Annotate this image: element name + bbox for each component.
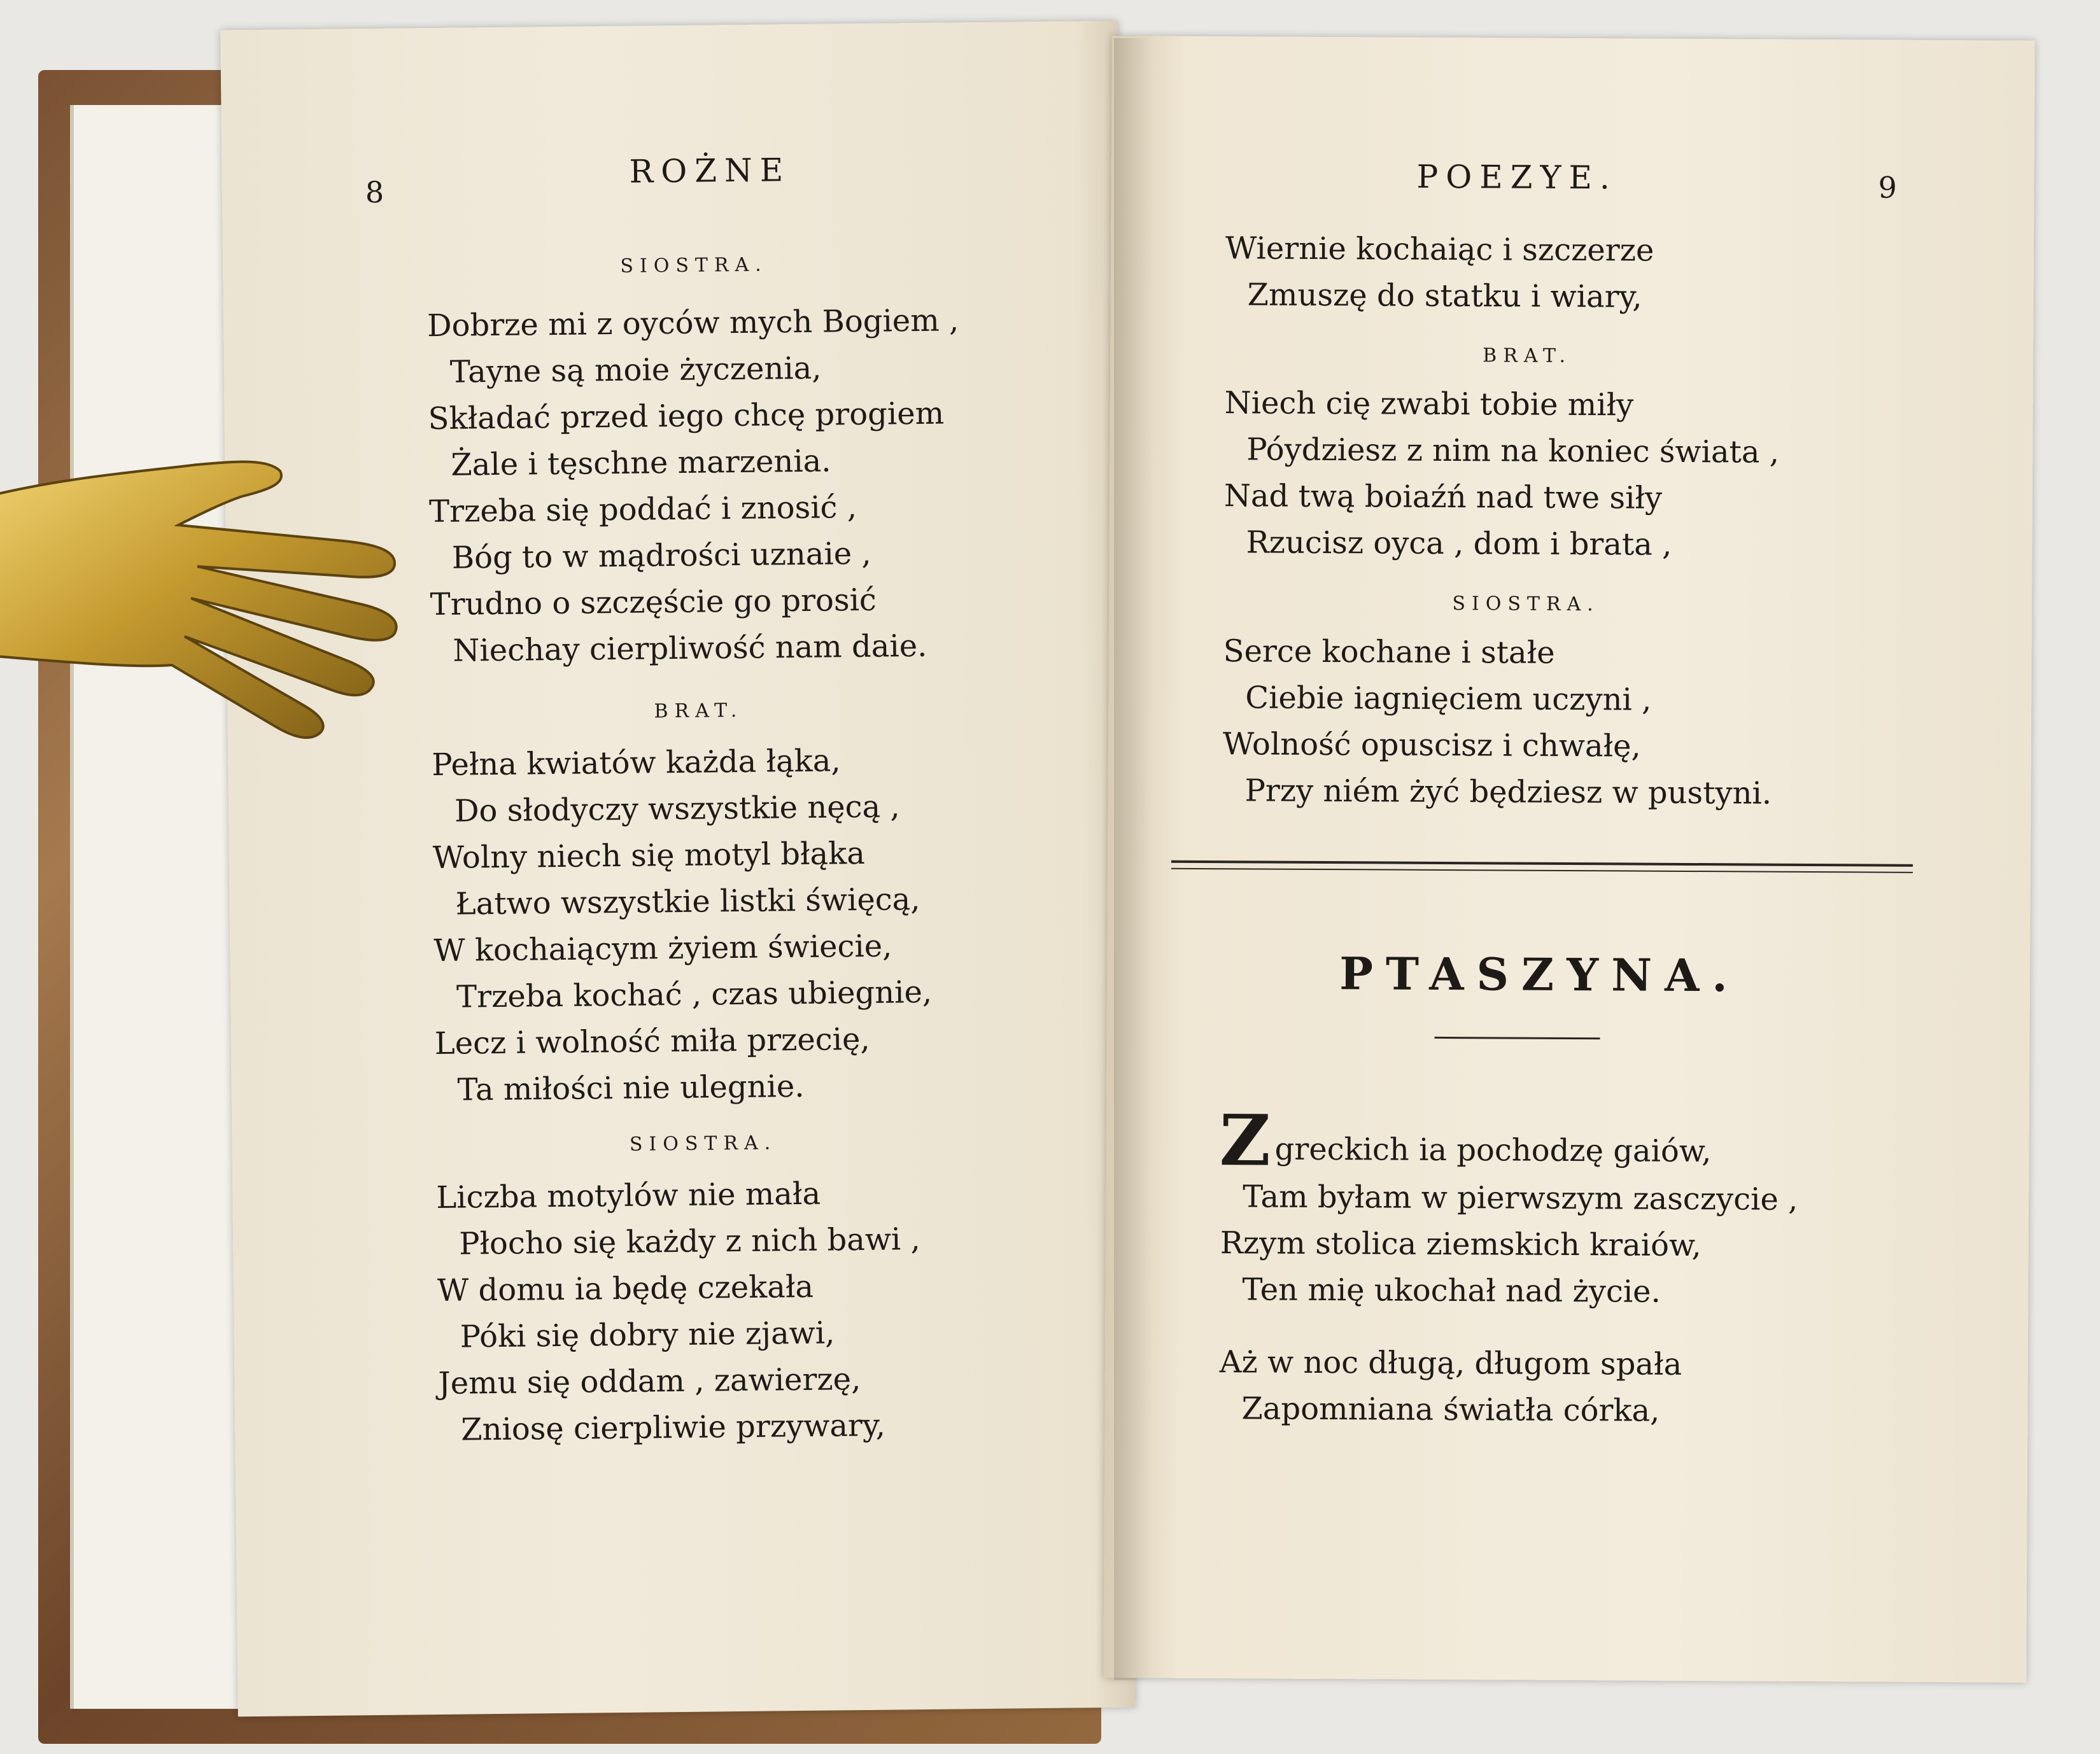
speaker-label: SIOSTRA. [620,253,768,277]
verse-line: Ten mię ukochał nad życie. [1242,1272,1661,1310]
book-gutter-shadow [1114,38,1152,1680]
double-rule-bottom [1171,868,1913,873]
ornament-rule [1435,1037,1600,1039]
speaker-label: BRAT. [654,699,743,723]
verse-line: Jemu się oddam , zawierzę, [438,1361,861,1401]
speaker-label: BRAT. [1483,344,1572,368]
verse-line: Trudno o szczęście go prosić [430,582,877,623]
verse-line: Rzym stolica ziemskich kraiów, [1220,1225,1702,1264]
verse-line: Liczba motylów nie mała [436,1175,821,1216]
poem-title: PTASZYNA. [1339,947,1741,1002]
verse-line: Płocho się każdy z nich bawi , [458,1221,921,1262]
verse-line: Żale i tęschne marzenia. [451,443,831,483]
verse-line: Ciebie iagnięciem uczyni , [1245,680,1652,718]
verse-line: Wiernie kochaiąc i szczerze [1225,230,1654,269]
verse-line: Niechay cierpliwość nam daie. [453,628,927,669]
verse-line: Rzucisz oyca , dom i brata , [1246,524,1672,563]
verse-line: Serce kochane i stałe [1223,633,1555,671]
verse-line: Aż w noc długą, długom spała [1219,1344,1682,1382]
verse-line: Wolny niech się motyl błąka [432,835,866,876]
verse-line: Przy niém żyć będziesz w pustyni. [1244,773,1772,811]
verse-line: Lecz i wolność miła przecię, [434,1021,870,1062]
verse-line: Dobrze mi z oyców mych Bogiem , [426,302,959,344]
drop-cap: Z [1219,1099,1271,1182]
page-number-left: 8 [365,174,384,210]
verse-line: Trzeba kochać , czas ubiegnie, [456,974,933,1015]
verse-line: Wolność opuscisz i chwałę, [1222,726,1641,764]
right-page [1103,36,2034,1683]
verse-line: Tayne są moie życzenia, [449,350,822,390]
running-head-left: ROŻNE [629,151,791,190]
verse-line: W domu ia będę czekała [437,1268,814,1308]
verse-line: Trzeba się poddać i znosić , [428,489,857,530]
verse-line: Pełna kwiatów każda łąka, [431,743,841,783]
running-head-right: POEZYE. [1416,158,1618,197]
verse-line: Zapomniana światła córka, [1241,1391,1660,1429]
page-number-right: 9 [1878,170,1897,205]
verse-line: Póydziesz z nim na koniec świata , [1246,431,1780,470]
speaker-label: SIOSTRA. [1452,593,1600,616]
verse-line: Zmuszę do statku i wiary, [1247,277,1642,315]
verse-line: Nad twą boiaźń nad twe siły [1223,478,1663,516]
verse-line: Ta miłości nie ulegnie. [457,1068,805,1108]
verse-line: Składać przed iego chcę progiem [428,395,945,437]
verse-line: greckich ia pochodzę gaiów, [1274,1131,1712,1170]
verse-line: Do słodyczy wszystkie nęcą , [454,789,900,829]
double-rule-top [1171,860,1913,867]
verse-line: Łatwo wszystkie listki święcą, [455,881,920,922]
verse-line: Tam byłam w pierwszym zasczycie , [1243,1179,1798,1217]
left-page [220,21,1136,1717]
verse-line: Niech cię zwabi tobie miły [1224,385,1634,423]
verse-line: W kochaiącym żyiem świecie, [433,928,892,969]
verse-line: Zniosę cierpliwie przywary, [460,1407,886,1448]
brass-hand-page-holder-icon [0,446,433,802]
verse-line: Póki się dobry nie zjawi, [460,1315,835,1355]
verse-line: Bóg to w mądrości uznaie , [451,535,871,576]
speaker-label: SIOSTRA. [629,1132,777,1156]
